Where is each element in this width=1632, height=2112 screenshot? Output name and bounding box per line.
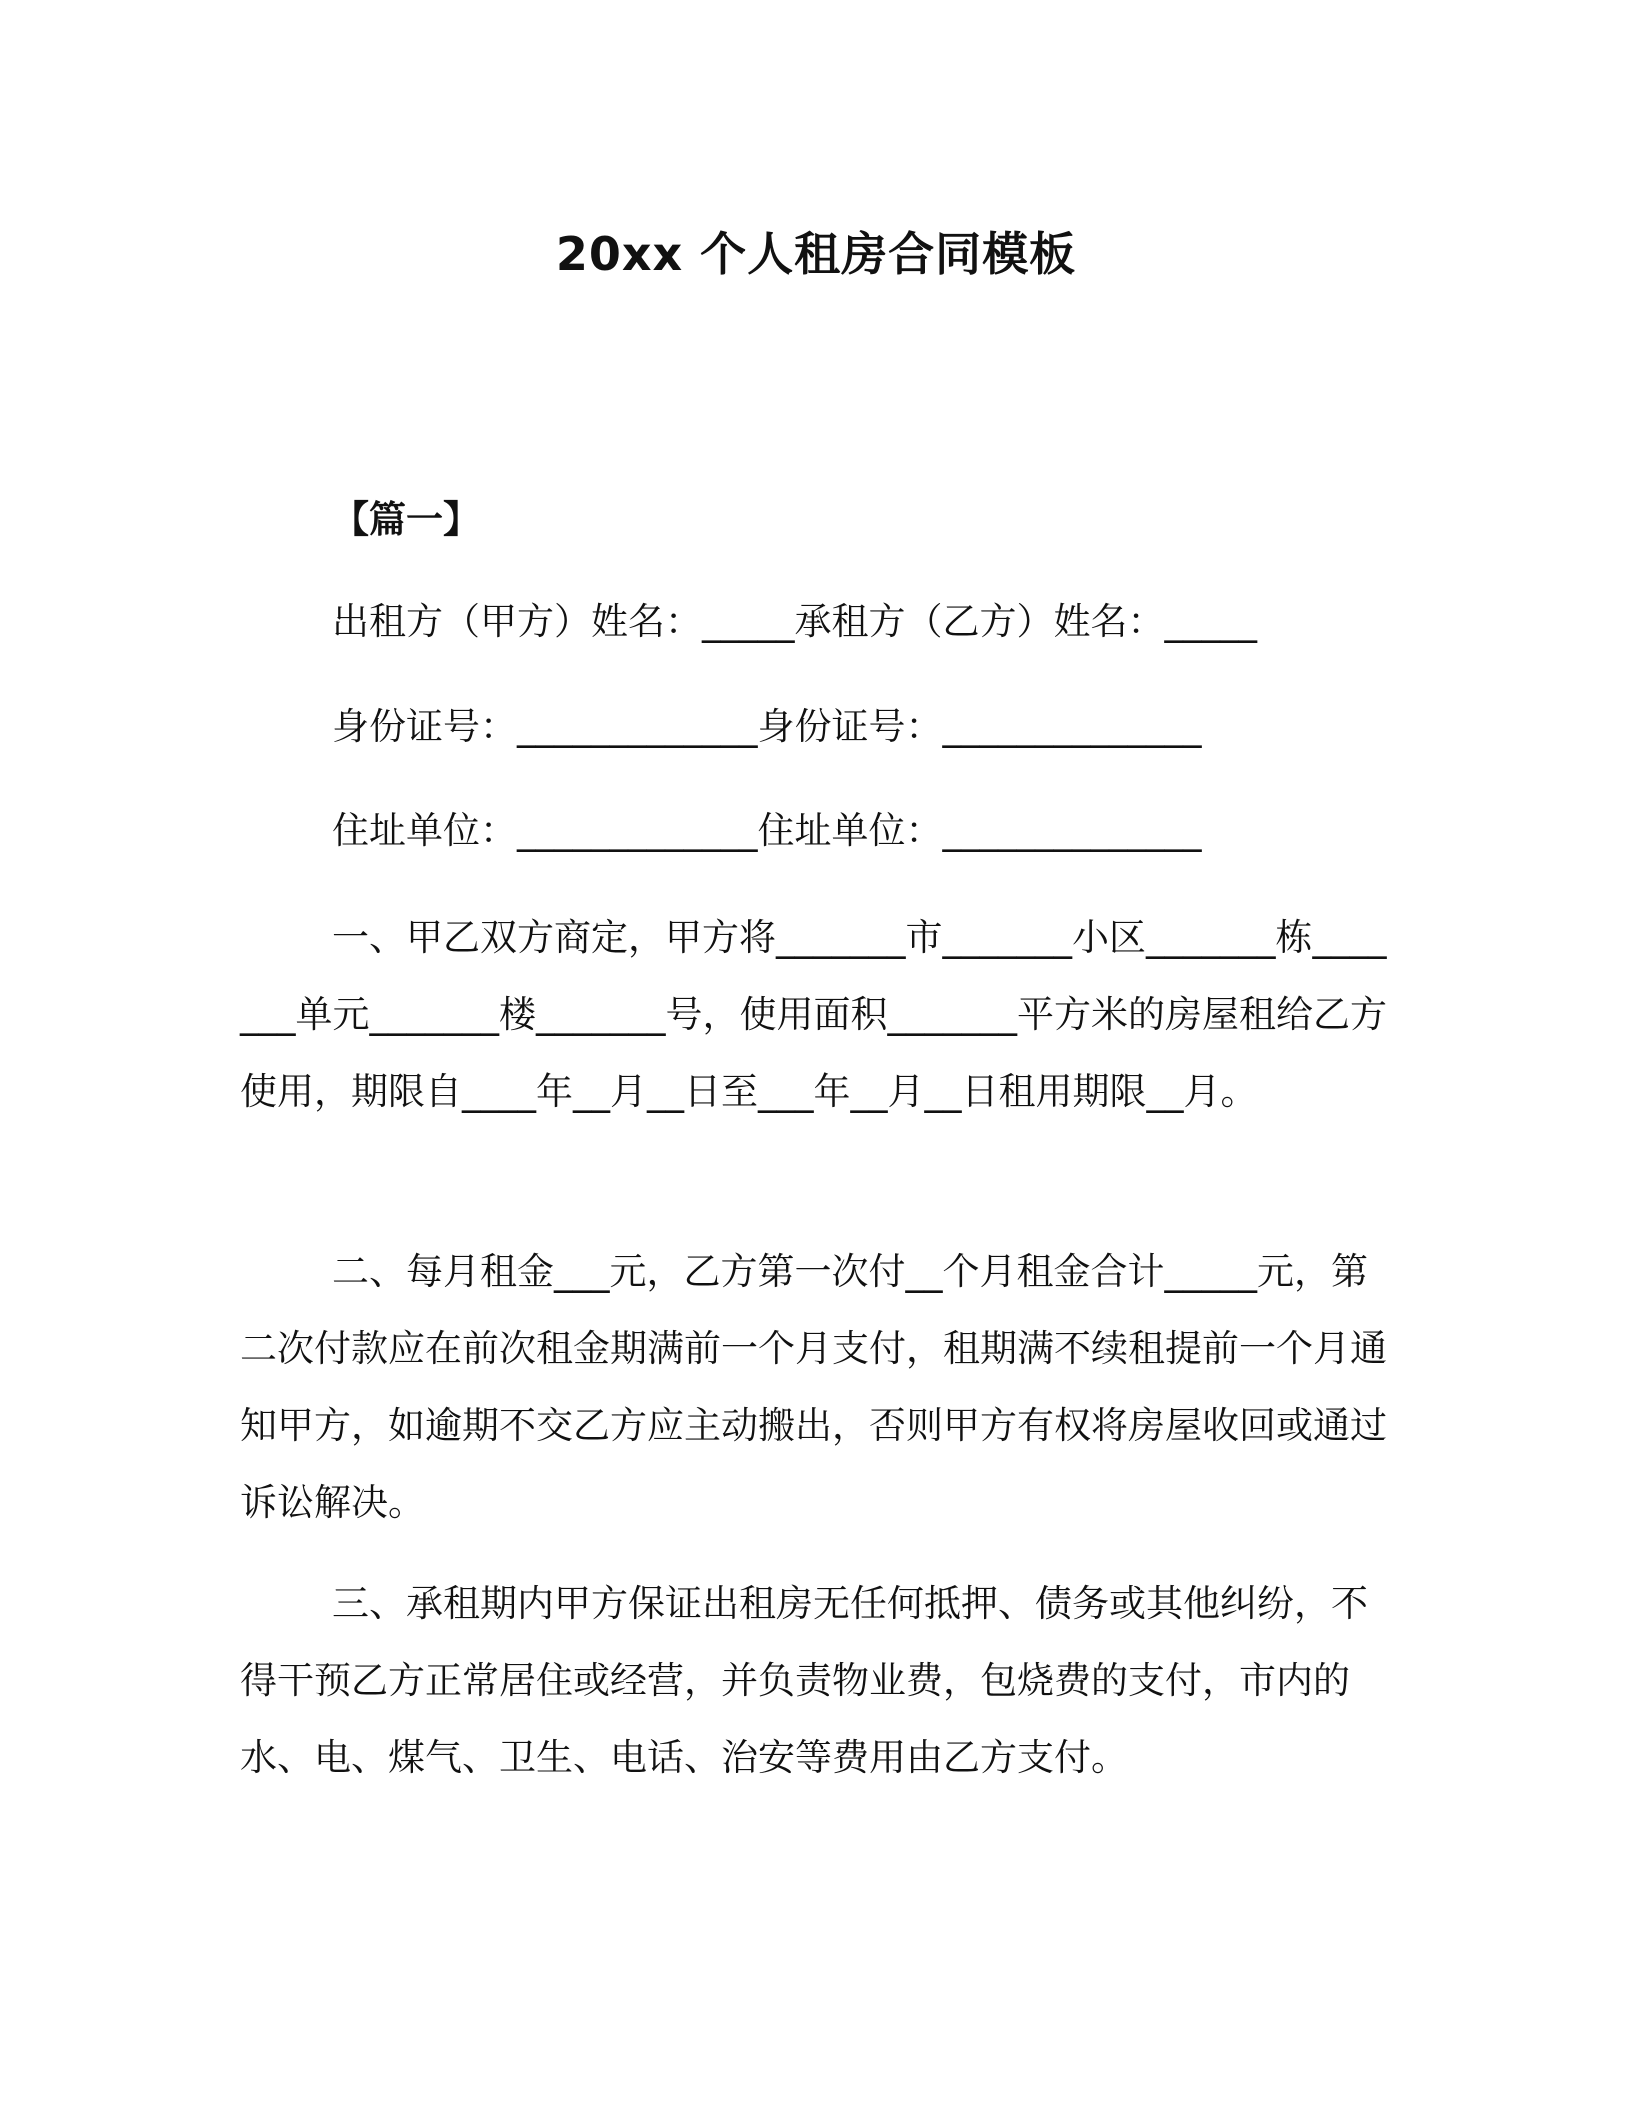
party-address-line: 住址单位：_____________住址单位：______________ bbox=[332, 809, 1202, 852]
party-names-line: 出租方（甲方）姓名：_____承租方（乙方）姓名：_____ bbox=[332, 600, 1257, 643]
clause-2-paragraph: 二、每月租金___元，乙方第一次付__个月租金合计_____元，第二次付款应在前次租金期满前一个月支付，租期满不续租提前一个月通知甲方，如逾期不交乙方应主动搬出，否则甲方有权将房屋收回或通过诉讼解决。 bbox=[240, 1250, 1387, 1524]
document-title: 20xx 个人租房合同模板 bbox=[555, 227, 1077, 281]
clause-1-paragraph: 一、甲乙双方商定，甲方将_______市_______小区_______栋_______单元_______楼_______号，使用面积_______平方米的房屋租给乙方使用，期限自____年__月__日至___年__月__日租用期限__月。 bbox=[240, 916, 1387, 1113]
party-id-line: 身份证号：_____________身份证号：______________ bbox=[332, 705, 1202, 748]
clause-3-paragraph: 三、承租期内甲方保证出租房无任何抵押、债务或其他纠纷，不得干预乙方正常居住或经营，并负责物业费，包烧费的支付，市内的水、电、煤气、卫生、电话、治安等费用由乙方支付。 bbox=[240, 1582, 1368, 1779]
section-heading: 【篇一】 bbox=[332, 498, 480, 541]
